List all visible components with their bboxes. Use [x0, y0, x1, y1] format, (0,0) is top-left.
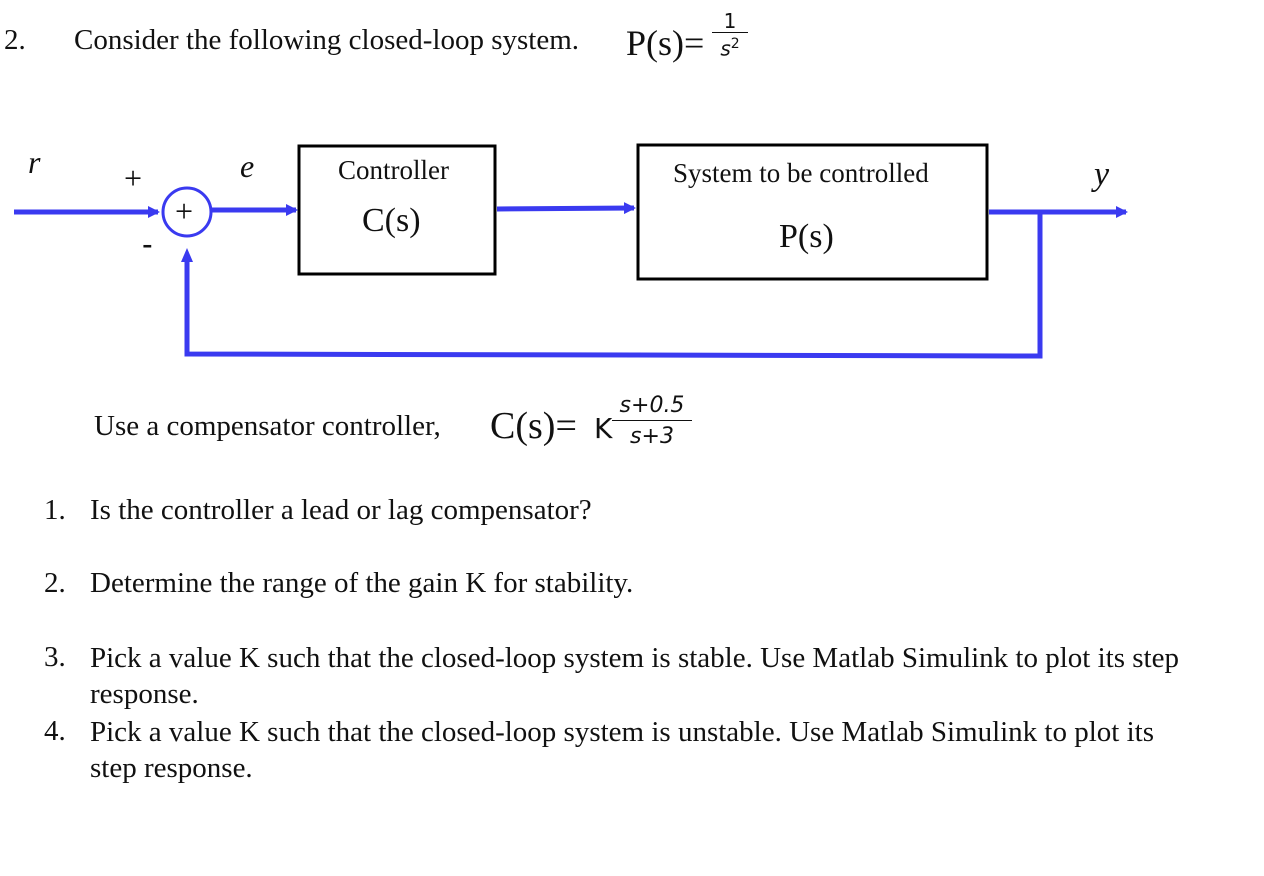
compensator-lhs: C(s)=	[490, 405, 577, 447]
compensator-gain: K	[594, 412, 613, 445]
plant-label: System to be controlled	[673, 158, 929, 188]
question-3-number: 3.	[44, 641, 66, 673]
plant-tf: P(s)	[779, 218, 834, 255]
compensator-denominator: s+3	[630, 424, 674, 449]
plant-denominator: $s^2$	[720, 36, 740, 61]
question-4-text: Pick a value K such that the closed-loop system is unstable. Use Matlab Simulink to plot its step response.	[90, 716, 1155, 784]
question-2-number: 2.	[44, 567, 66, 599]
reference-label: r	[28, 144, 41, 180]
summer-plus: +	[175, 193, 194, 229]
question-4-number: 4.	[44, 715, 66, 747]
question-1-number: 1.	[44, 494, 66, 526]
plus-sign-top: +	[124, 160, 143, 196]
compensator-numerator: s+0.5	[619, 393, 685, 418]
control-arrow	[497, 208, 634, 209]
output-label: y	[1094, 156, 1110, 193]
minus-sign: -	[142, 226, 153, 262]
controller-label: Controller	[338, 155, 449, 185]
problem-intro: Consider the following closed-loop system.	[74, 24, 580, 56]
compensator-text: Use a compensator controller,	[94, 410, 441, 442]
compensator-fraction	[612, 392, 692, 453]
problem-number: 2.	[4, 24, 26, 56]
plant-numerator: 1	[723, 9, 737, 33]
feedback-arrowhead	[181, 248, 193, 262]
plant-lhs: P(s)=	[626, 23, 705, 63]
question-1-text: Is the controller a lead or lag compensator?	[90, 494, 592, 526]
question-2-text: Determine the range of the gain K for stability.	[90, 567, 634, 599]
question-3-text: Pick a value K such that the closed-loop system is stable. Use Matlab Simulink to plot its step response.	[90, 642, 1179, 710]
error-label: e	[240, 148, 255, 184]
controller-tf: C(s)	[362, 202, 421, 239]
